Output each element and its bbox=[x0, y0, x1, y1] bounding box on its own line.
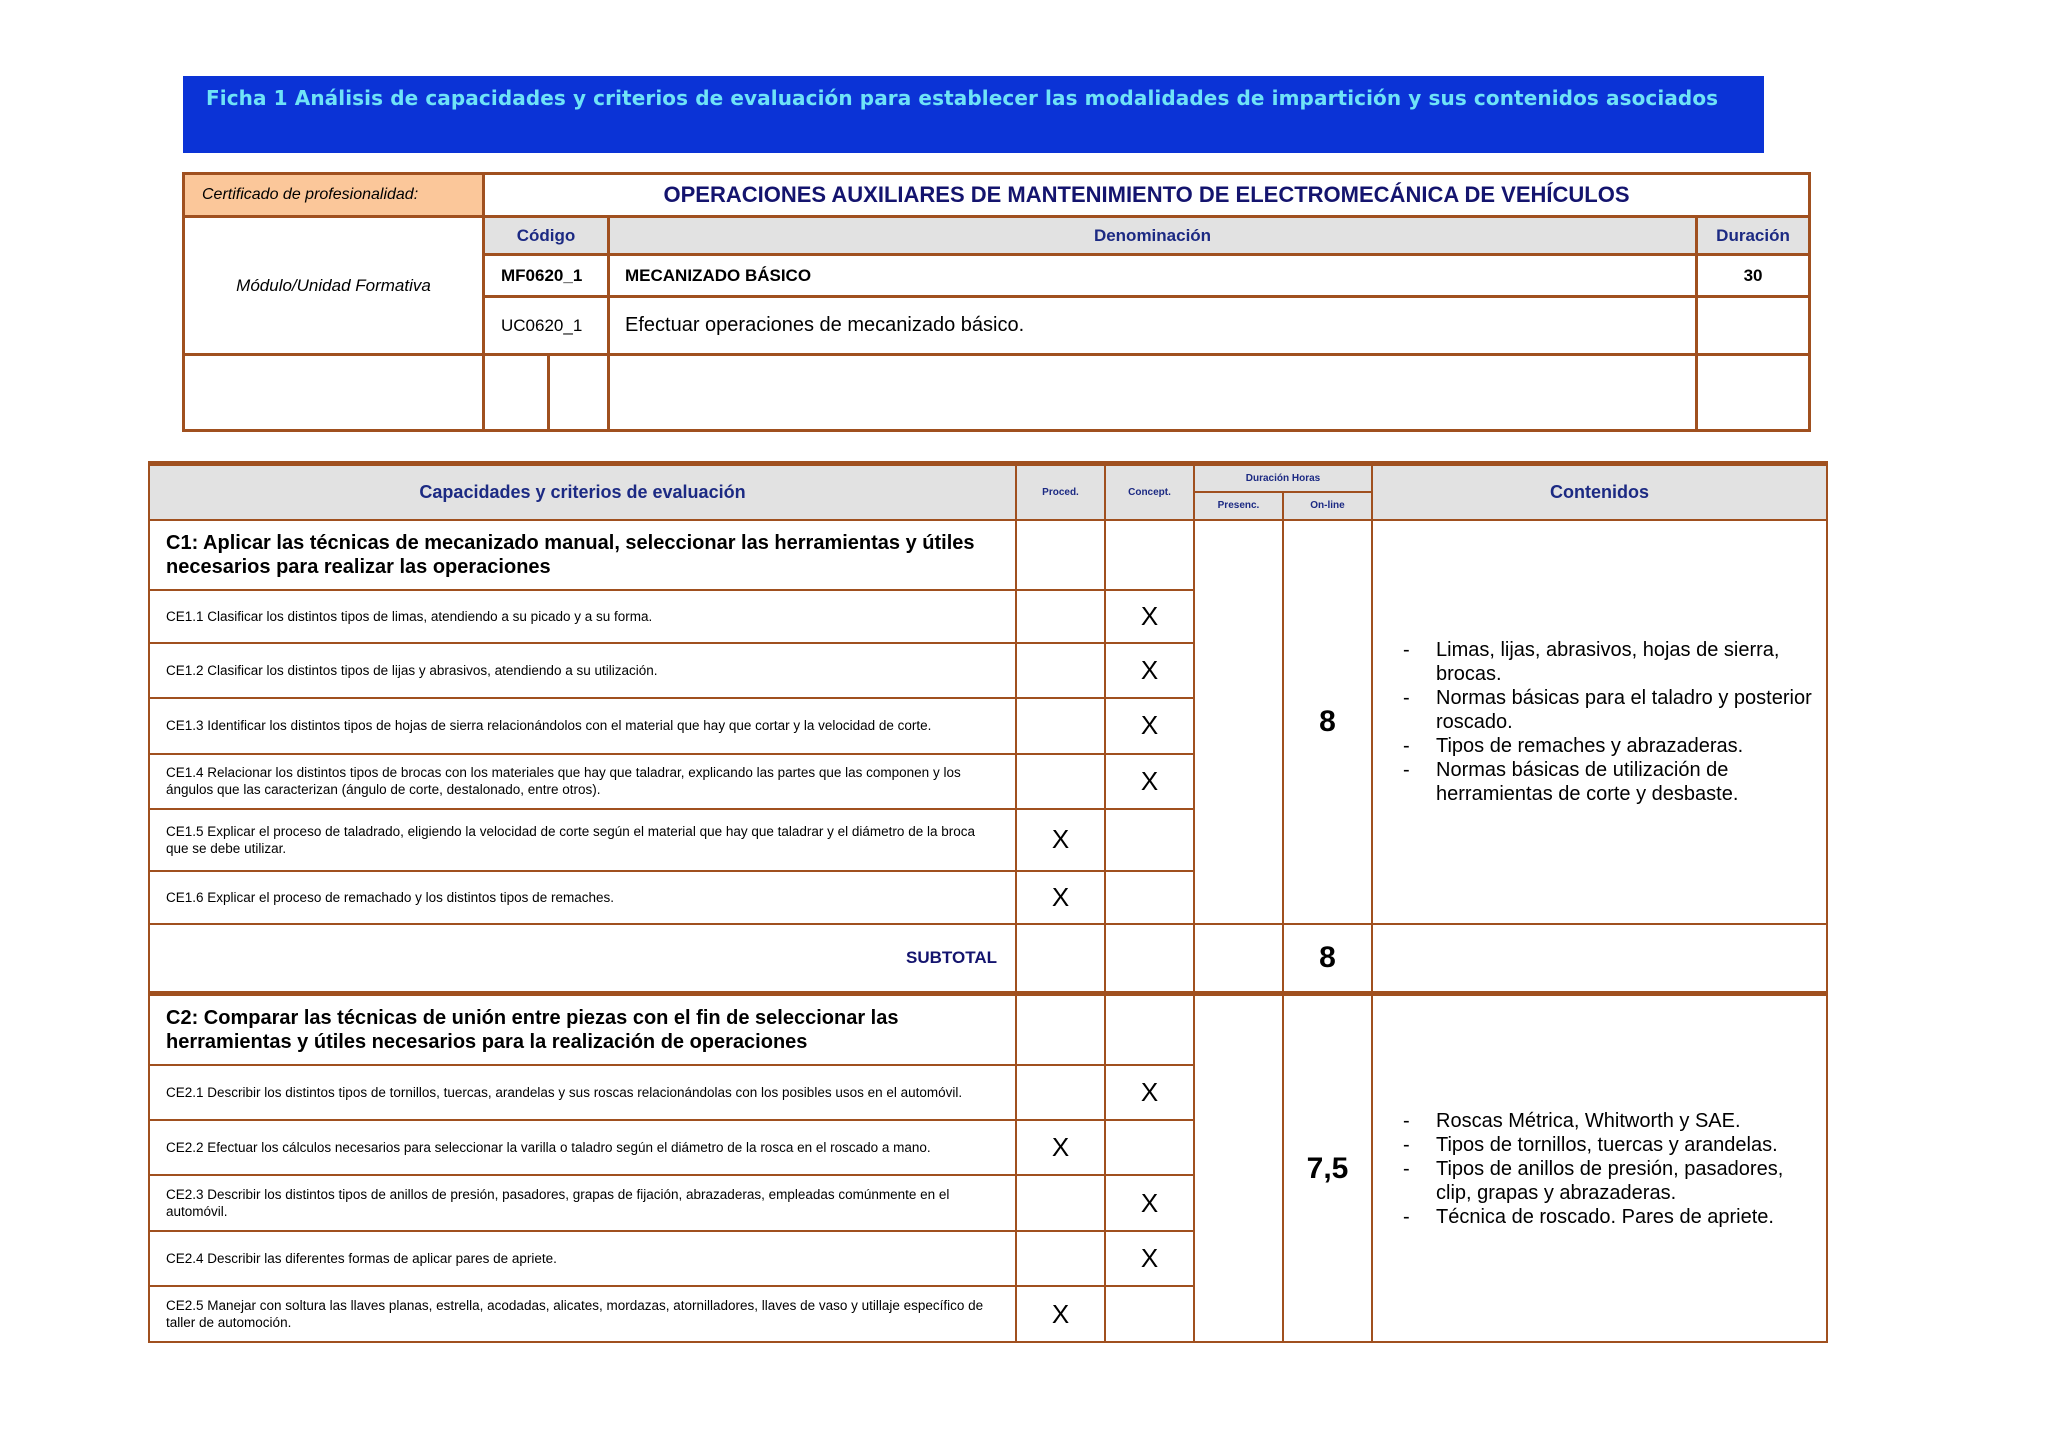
empty-cell bbox=[184, 355, 484, 431]
empty-cell bbox=[1697, 355, 1810, 431]
proced-cell bbox=[1016, 520, 1105, 590]
content-item: - Limas, lijas, abrasivos, hojas de sierra, brocas. bbox=[1403, 638, 1816, 686]
proced-mark: X bbox=[1016, 1120, 1105, 1175]
concept-mark bbox=[1105, 1286, 1194, 1342]
c2-presenc-hours bbox=[1194, 994, 1283, 1343]
criterion-ce2-1: CE2.1 Describir los distintos tipos de tornillos, tuercas, arandelas y sus roscas relacionándolas con los posibles usos en el automóvil. bbox=[149, 1065, 1016, 1120]
concept-mark bbox=[1105, 809, 1194, 871]
module-duration: 30 bbox=[1697, 255, 1810, 297]
subtotal-online: 8 bbox=[1283, 924, 1372, 994]
concept-mark: X bbox=[1105, 1231, 1194, 1286]
concept-mark bbox=[1105, 871, 1194, 924]
criterion-ce2-5: CE2.5 Manejar con soltura las llaves planas, estrella, acodadas, alicates, mordazas, atornilladores, llaves de vaso y utillaje específico de taller de automoción. bbox=[149, 1286, 1016, 1342]
concept-mark: X bbox=[1105, 643, 1194, 698]
subtotal-contents bbox=[1372, 924, 1827, 994]
unit-denomination: Efectuar operaciones de mecanizado básico. bbox=[609, 297, 1697, 355]
col-online-header: On-line bbox=[1283, 492, 1372, 520]
proced-mark bbox=[1016, 698, 1105, 754]
cert-label: Certificado de profesionalidad: bbox=[184, 174, 484, 217]
proced-mark: X bbox=[1016, 871, 1105, 924]
concept-mark: X bbox=[1105, 698, 1194, 754]
concept-cell bbox=[1105, 994, 1194, 1066]
col-denom-header: Denominación bbox=[609, 217, 1697, 255]
proced-mark bbox=[1016, 1065, 1105, 1120]
module-label: Módulo/Unidad Formativa bbox=[184, 217, 484, 355]
subtotal-label: SUBTOTAL bbox=[149, 924, 1016, 994]
proced-mark bbox=[1016, 1231, 1105, 1286]
col-presenc-header: Presenc. bbox=[1194, 492, 1283, 520]
proced-mark: X bbox=[1016, 809, 1105, 871]
proced-cell bbox=[1016, 924, 1105, 994]
capacities-table bbox=[148, 461, 1828, 1343]
content-item: - Tipos de remaches y abrazaderas. bbox=[1403, 734, 1816, 758]
content-item: - Normas básicas de utilización de herramientas de corte y desbaste. bbox=[1403, 758, 1816, 806]
proced-mark: X bbox=[1016, 1286, 1105, 1342]
subtotal-presenc bbox=[1194, 924, 1283, 994]
criterion-ce2-2: CE2.2 Efectuar los cálculos necesarios para seleccionar la varilla o taladro según el diámetro de la rosca en el roscado a mano. bbox=[149, 1120, 1016, 1175]
criterion-ce2-3: CE2.3 Describir los distintos tipos de anillos de presión, pasadores, grapas de fijación, abrazaderas, empleadas comúnmente en el automóvil. bbox=[149, 1175, 1016, 1231]
content-item: - Normas básicas para el taladro y posterior roscado. bbox=[1403, 686, 1816, 734]
criterion-ce1-3: CE1.3 Identificar los distintos tipos de hojas de sierra relacionándolos con el material que hay que cortar y la velocidad de corte. bbox=[149, 698, 1016, 754]
col-concept-header: Concept. bbox=[1105, 464, 1194, 520]
empty-cell bbox=[484, 355, 549, 431]
module-code: MF0620_1 bbox=[484, 255, 609, 297]
concept-mark: X bbox=[1105, 1175, 1194, 1231]
banner-title: Ficha 1 Análisis de capacidades y criterios de evaluación para establecer las modalidades de impartición y sus contenidos asociados bbox=[206, 86, 1719, 110]
concept-mark: X bbox=[1105, 754, 1194, 809]
page-banner bbox=[183, 76, 1764, 153]
proced-cell bbox=[1016, 994, 1105, 1066]
empty-cell bbox=[609, 355, 1697, 431]
content-item: - Tipos de anillos de presión, pasadores, clip, grapas y abrazaderas. bbox=[1403, 1157, 1816, 1205]
content-item: - Tipos de tornillos, tuercas y arandelas. bbox=[1403, 1133, 1816, 1157]
c1-contents bbox=[1372, 520, 1827, 924]
concept-mark: X bbox=[1105, 1065, 1194, 1120]
concept-mark bbox=[1105, 1120, 1194, 1175]
criterion-ce1-1: CE1.1 Clasificar los distintos tipos de limas, atendiendo a su picado y a su forma. bbox=[149, 590, 1016, 643]
col-duracion-header: Duración Horas bbox=[1194, 464, 1372, 492]
unit-duration bbox=[1697, 297, 1810, 355]
capacity-c2-title: C2: Comparar las técnicas de unión entre piezas con el fin de seleccionar las herramientas y útiles necesarios para la realización de operaciones bbox=[149, 994, 1016, 1066]
certificate-header-table bbox=[182, 172, 1811, 432]
c2-contents bbox=[1372, 994, 1827, 1343]
empty-cell bbox=[549, 355, 609, 431]
criterion-ce1-4: CE1.4 Relacionar los distintos tipos de brocas con los materiales que hay que taladrar, explicando las partes que las componen y los ángulos que las caracterizan (ángulo de corte, destalonado, entre otros). bbox=[149, 754, 1016, 809]
capacity-c1-title: C1: Aplicar las técnicas de mecanizado manual, seleccionar las herramientas y útiles necesarios para realizar las operaciones bbox=[149, 520, 1016, 590]
proced-mark bbox=[1016, 643, 1105, 698]
col-contenidos-header: Contenidos bbox=[1372, 464, 1827, 520]
col-code-header: Código bbox=[484, 217, 609, 255]
criterion-ce1-2: CE1.2 Clasificar los distintos tipos de lijas y abrasivos, atendiendo a su utilización. bbox=[149, 643, 1016, 698]
c1-online-hours: 8 bbox=[1283, 520, 1372, 924]
content-item: - Técnica de roscado. Pares de apriete. bbox=[1403, 1205, 1816, 1229]
concept-cell bbox=[1105, 520, 1194, 590]
proced-mark bbox=[1016, 1175, 1105, 1231]
col-capacidades-header: Capacidades y criterios de evaluación bbox=[149, 464, 1016, 520]
col-duration-header: Duración bbox=[1697, 217, 1810, 255]
content-item: - Roscas Métrica, Whitworth y SAE. bbox=[1403, 1109, 1816, 1133]
unit-code: UC0620_1 bbox=[484, 297, 609, 355]
module-denomination: MECANIZADO BÁSICO bbox=[609, 255, 1697, 297]
criterion-ce1-5: CE1.5 Explicar el proceso de taladrado, eligiendo la velocidad de corte según el material que hay que taladrar y el diámetro de la broca que se debe utilizar. bbox=[149, 809, 1016, 871]
criterion-ce1-6: CE1.6 Explicar el proceso de remachado y los distintos tipos de remaches. bbox=[149, 871, 1016, 924]
c1-presenc-hours bbox=[1194, 520, 1283, 924]
concept-mark: X bbox=[1105, 590, 1194, 643]
concept-cell bbox=[1105, 924, 1194, 994]
cert-title: OPERACIONES AUXILIARES DE MANTENIMIENTO DE ELECTROMECÁNICA DE VEHÍCULOS bbox=[484, 174, 1810, 217]
proced-mark bbox=[1016, 590, 1105, 643]
c2-online-hours: 7,5 bbox=[1283, 994, 1372, 1343]
proced-mark bbox=[1016, 754, 1105, 809]
col-proced-header: Proced. bbox=[1016, 464, 1105, 520]
criterion-ce2-4: CE2.4 Describir las diferentes formas de aplicar pares de apriete. bbox=[149, 1231, 1016, 1286]
